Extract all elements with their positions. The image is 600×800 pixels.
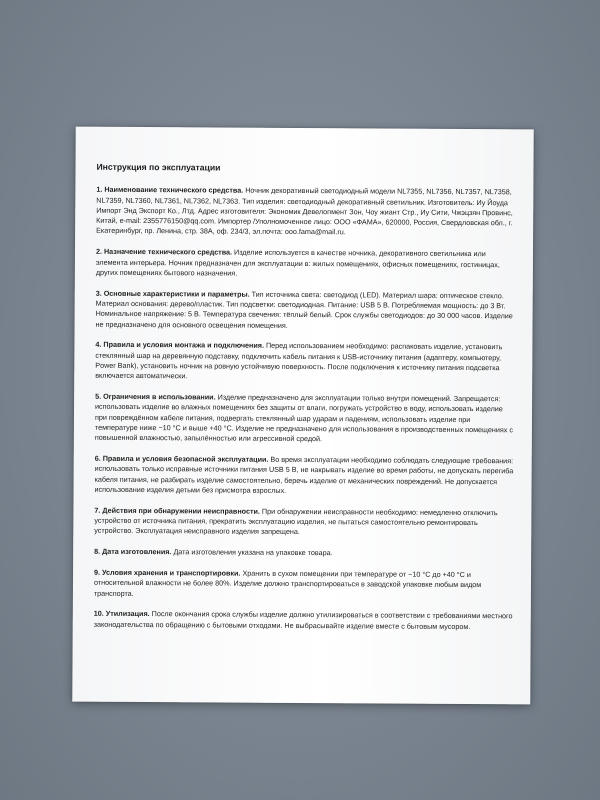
section-heading: 4. Правила и условия монтажа и подключения. (95, 340, 265, 351)
section-heading: 1. Наименование технического средства. (96, 185, 244, 195)
section-text: Изделие предназначено для эксплуатации только внутри помещений. Запрещается: использовать изделие во влажных помещениях без защиты от влаги, погружать устройство в воду, использовать изделие при повреждённом кабеле питания, подвергать стеклянный шар ударам и падениям, использовать изделие при температуре ниже −10 °С и выше +40 °С. Изделие не предназначено для использования в производственных помещениях с повышенной влажностью, запылённостью или агрессивной средой. (94, 392, 513, 444)
section-text: Дата изготовления указана на упаковке товара. (171, 547, 333, 558)
section-text: Изделие используется в качестве ночника, декоративного светильника или элемента интерьера. Ночник предназначен для эксплуатации в: жилых помещениях, офисных помещениях, гостиницах, других помещениях бытового назначения. (95, 247, 500, 278)
section-7 (94, 505, 514, 538)
section-2 (96, 247, 516, 280)
section-3 (96, 288, 516, 332)
section-heading: 3. Основные характеристики и параметры. (95, 288, 250, 299)
section-heading: 10. Утилизация. (93, 609, 150, 619)
section-heading: 9. Условия хранения и транспортировки. (94, 567, 241, 578)
section-5 (95, 392, 515, 446)
section-heading: 8. Дата изготовления. (94, 546, 172, 557)
section-4 (95, 340, 515, 384)
section-1 (96, 185, 516, 239)
section-heading: 2. Назначение технического средства. (95, 247, 233, 257)
section-heading: 5. Ограничения в использовании. (95, 391, 216, 402)
section-9 (94, 568, 514, 601)
section-heading: 6. Правила и условия безопасной эксплуатации. (94, 453, 269, 464)
section-8 (94, 547, 514, 560)
section-text: После окончания срока службы изделие должно утилизироваться в соответствии с требованиями местного законодательства по обращению с бытовыми отходами. Не выбрасывайте изделие вместе с бытовым мусором. (93, 609, 513, 631)
section-10 (94, 609, 514, 632)
section-heading: 7. Действия при обнаружении неисправности. (94, 505, 260, 516)
section-text: Во время эксплуатации необходимо соблюдать следующие требования: использовать только исправные источники питания USB 5 В, не накрывать изделие во время работы, не допускать перегиба кабеля питания, не разбирать изделие самостоятельно, беречь изделие от механических повреждений. Не допускается использование изделия детьми без присмотра взрослых. (94, 454, 514, 495)
section-6 (95, 454, 515, 498)
sheet-content (94, 162, 517, 643)
section-text: Ночник декоративный светодиодный модели NL7355, NL7356, NL7357, NL7358, NL7359, NL7360, NL7361, NL7362, NL7363. Тип изделия: светодиодный декоративный светильник. Изготовитель: Иу Йоуда Импорт Энд Экспорт Ко., Лтд. Адрес изготовителя: Экономик Девелопмент Зон, Чоу жиант Стр., Иу Сити, Чжэцзян Провинс, Китай, e-mail: 2355776150@qq.com. Импортер /Уполномоченное лицо: ООО «ФАМА», 620000, Россия, Свердловская обл., г. Екатеринбург, пр. Ленина, стр. 38А, оф. 234/3, эл.почта: ooo.fama@mail.ru. (96, 185, 513, 237)
section-text: При обнаружении неисправности необходимо: немедленно отключить устройство от источника питания, прекратить эксплуатацию изделия, не пытаться самостоятельно ремонтировать устройство. Эксплуатация неисправного изделия запрещена. (94, 506, 498, 537)
document-title: Инструкция по эксплуатации (96, 161, 221, 173)
section-text: Хранить в сухом помещении при температуре от −10 °С до +40 °С и относительной влажности не более 80%. Изделие должно транспортироваться в заводской упаковке любым видом транспорта. (93, 568, 482, 598)
section-text: Тип источника света: светодиод (LED). Материал шара: оптическое стекло. Материал основания: дерево/пластик. Тип подсветки: светодиодная. Питание: USB 5 В. Потребляемая мощность: до 3 Вт. Номинальное напряжение: 5 В. Температура свечения: тёплый белый. Срок службы светодиодов: до 30 000 часов. Изделие не предназначено для основного освещения помещения. (95, 289, 513, 330)
instruction-sheet (72, 127, 534, 705)
section-text: Перед использованием необходимо: распаковать изделие, установить стеклянный шар на деревянную подставку, подключить кабель питания к USB-источнику питания (адаптеру, компьютеру, Power Bank), установить ночник на ровную устойчивую поверхность. После подключения к источнику питания подсветка включается автоматически. (95, 341, 503, 381)
